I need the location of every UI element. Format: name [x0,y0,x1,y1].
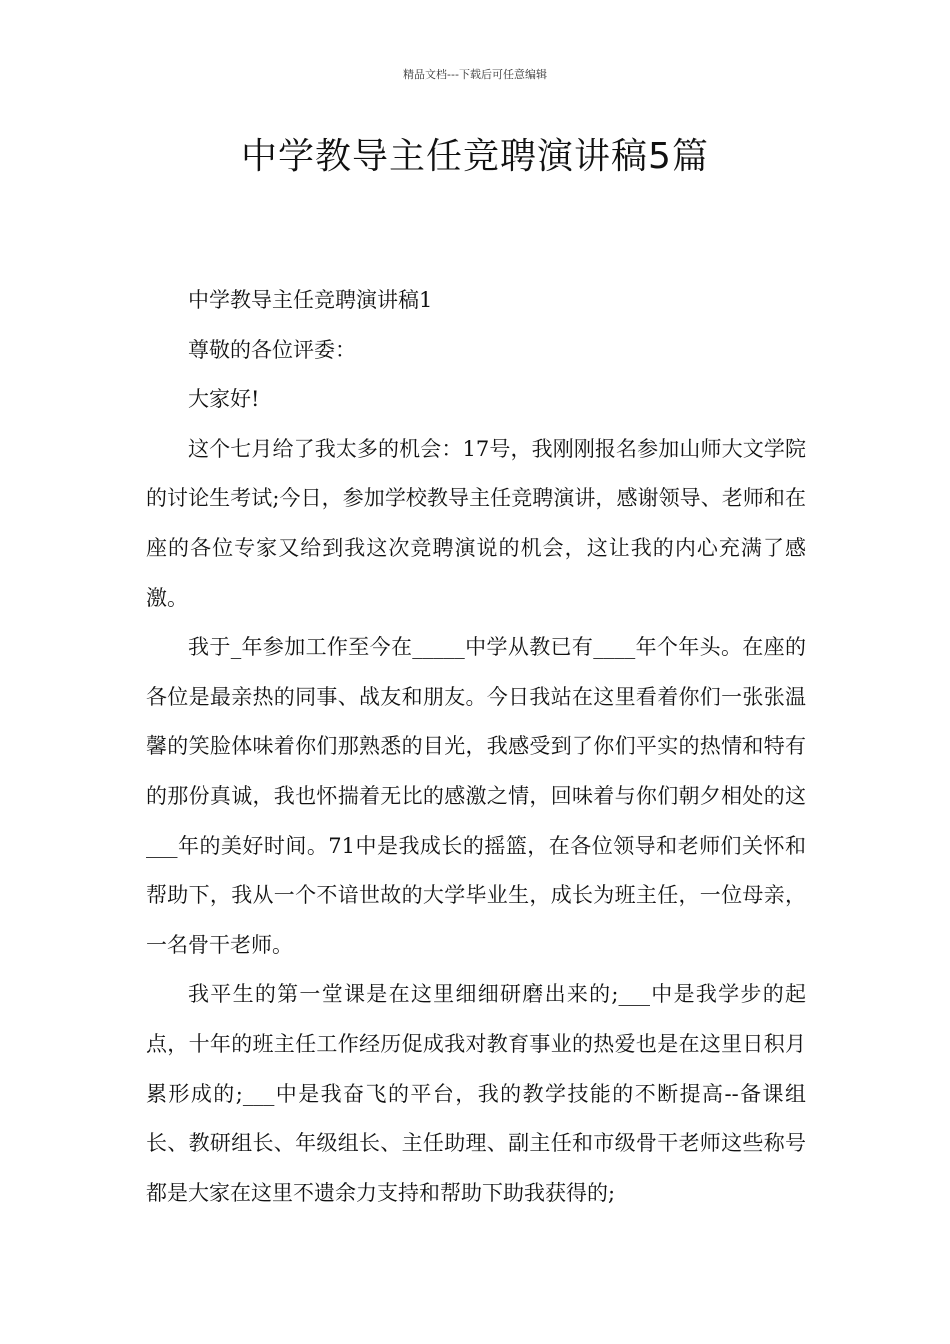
document-title: 中学教导主任竞聘演讲稿5篇 [241,136,709,177]
paragraph-salutation: 尊敬的各位评委： [188,337,356,362]
document-body [146,276,806,1218]
paragraph-section-heading: 中学教导主任竞聘演讲稿1 [188,288,433,312]
paragraph-greeting: 大家好! [188,387,260,412]
paragraph-body: 我于_年参加工作至今在_____中学从教已有____年个年头。在座的各位是最亲热的同事、战友和朋友。今日我站在这里看着你们一张张温馨的笑脸体味着你们那熟悉的目光，我感受到了你们平实的热情和特有的那份真诚，我也怀揣着无比的感激之情，回味着与你们朝夕相处的这___年的美好时间。71中是我成长的摇篮，在各位领导和老师们关怀和帮助下，我从一个不谙世故的大学毕业生，成长为班主任，一位母亲，一名骨干老师。 [146,635,806,957]
paragraph-body: 我平生的第一堂课是在这里细细研磨出来的;___中是我学步的起点，十年的班主任工作经历促成我对教育事业的热爱也是在这里日积月累形成的;___中是我奋飞的平台，我的教学技能的不断提高--备课组长、教研组长、年级组长、主任助理、副主任和市级骨干老师这些称号都是大家在这里不遗余力支持和帮助下助我获得的; [146,982,806,1205]
paragraph-body: 这个七月给了我太多的机会：17号，我刚刚报名参加山师大文学院的讨论生考试;今日，参加学校教导主任竞聘演讲，感谢领导、老师和在座的各位专家又给到我这次竞聘演说的机会，这让我的内心充满了感激。 [146,436,806,610]
header-note: 精品文档---下载后可任意编辑 [403,68,547,81]
